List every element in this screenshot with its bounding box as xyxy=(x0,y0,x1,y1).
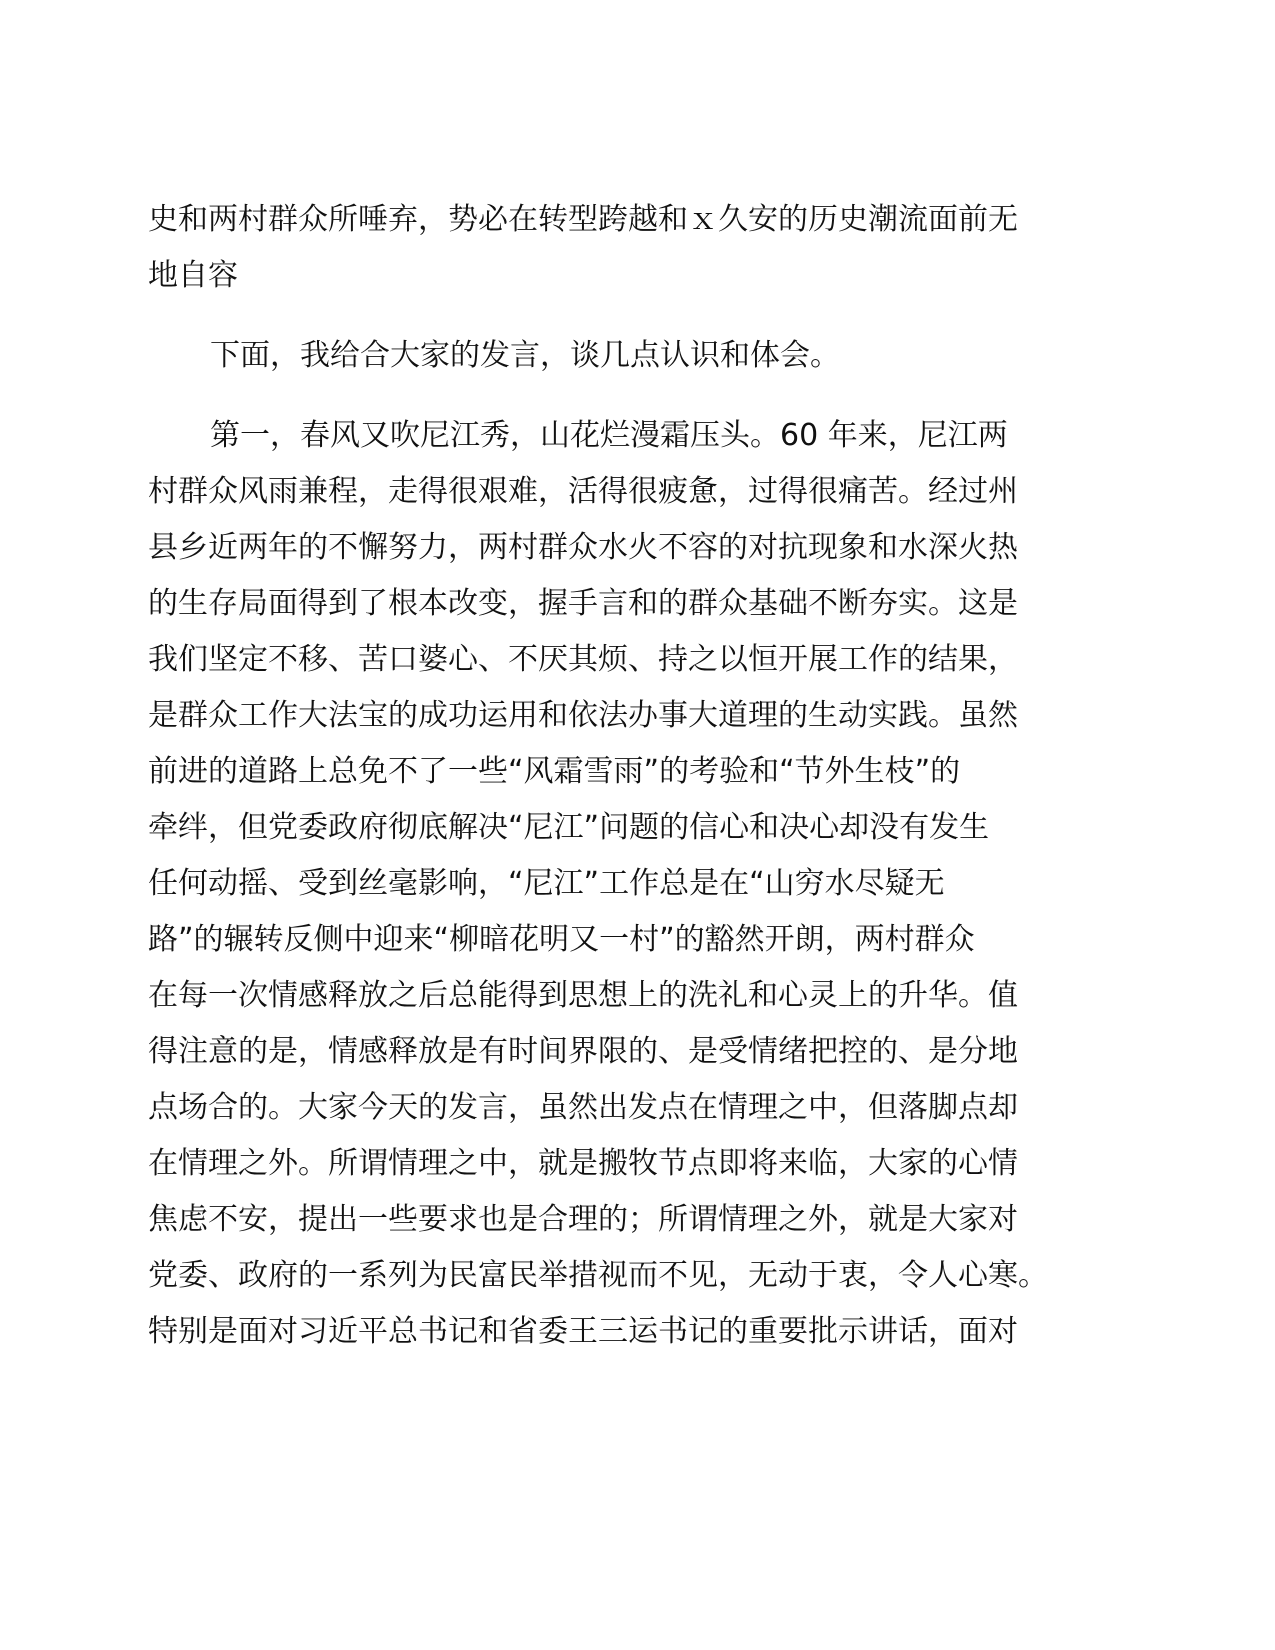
paragraph-line: 党委、政府的一系列为民富民举措视而不见，无动于衷，令人心寒。 xyxy=(148,1258,1048,1293)
paragraph-line: 在每一次情感释放之后总能得到思想上的洗礼和心灵上的升华。值 xyxy=(148,978,1018,1013)
paragraph-line: 前进的道路上总免不了一些“风霜雪雨”的考验和“节外生枝”的 xyxy=(148,754,961,789)
paragraph-spacer xyxy=(148,304,1088,328)
paragraph-line: 牵绊，但党委政府彻底解决“尼江”问题的信心和决心却没有发生 xyxy=(148,810,990,845)
paragraph-line: 地自容 xyxy=(148,258,238,293)
paragraph-line: 我们坚定不移、苦口婆心、不厌其烦、持之以恒开展工作的结果， xyxy=(148,642,1018,677)
paragraph-line: 史和两村群众所唾弃，势必在转型跨越和ｘ久安的历史潮流面前无 xyxy=(148,202,1018,237)
document-page xyxy=(148,192,1088,1360)
paragraph-line: 是群众工作大法宝的成功运用和依法办事大道理的生动实践。虽然 xyxy=(148,698,1018,733)
paragraph-1 xyxy=(148,192,1088,304)
paragraph-line: 下面，我给合大家的发言，谈几点认识和体会。 xyxy=(210,338,840,373)
paragraph-line: 的生存局面得到了根本改变，握手言和的群众基础不断夯实。这是 xyxy=(148,586,1018,621)
paragraph-spacer xyxy=(148,384,1088,408)
paragraph-line: 在情理之外。所谓情理之中，就是搬牧节点即将来临，大家的心情 xyxy=(148,1146,1018,1181)
paragraph-line: 得注意的是，情感释放是有时间界限的、是受情绪把控的、是分地 xyxy=(148,1034,1018,1069)
paragraph-line: 特别是面对习近平总书记和省委王三运书记的重要批示讲话，面对 xyxy=(148,1314,1018,1349)
paragraph-line: 点场合的。大家今天的发言，虽然出发点在情理之中，但落脚点却 xyxy=(148,1090,1018,1125)
paragraph-line: 第一，春风又吹尼江秀，山花烂漫霜压头。60 年来，尼江两 xyxy=(210,418,1008,453)
paragraph-line: 村群众风雨兼程，走得很艰难，活得很疲惫，过得很痛苦。经过州 xyxy=(148,474,1018,509)
paragraph-line: 焦虑不安，提出一些要求也是合理的；所谓情理之外，就是大家对 xyxy=(148,1202,1018,1237)
paragraph-line: 任何动摇、受到丝毫影响，“尼江”工作总是在“山穷水尽疑无 xyxy=(148,866,945,901)
paragraph-line: 县乡近两年的不懈努力，两村群众水火不容的对抗现象和水深火热 xyxy=(148,530,1018,565)
paragraph-3 xyxy=(148,408,1088,1360)
paragraph-line: 路”的辗转反侧中迎来“柳暗花明又一村”的豁然开朗，两村群众 xyxy=(148,922,975,957)
paragraph-2 xyxy=(148,328,1088,384)
